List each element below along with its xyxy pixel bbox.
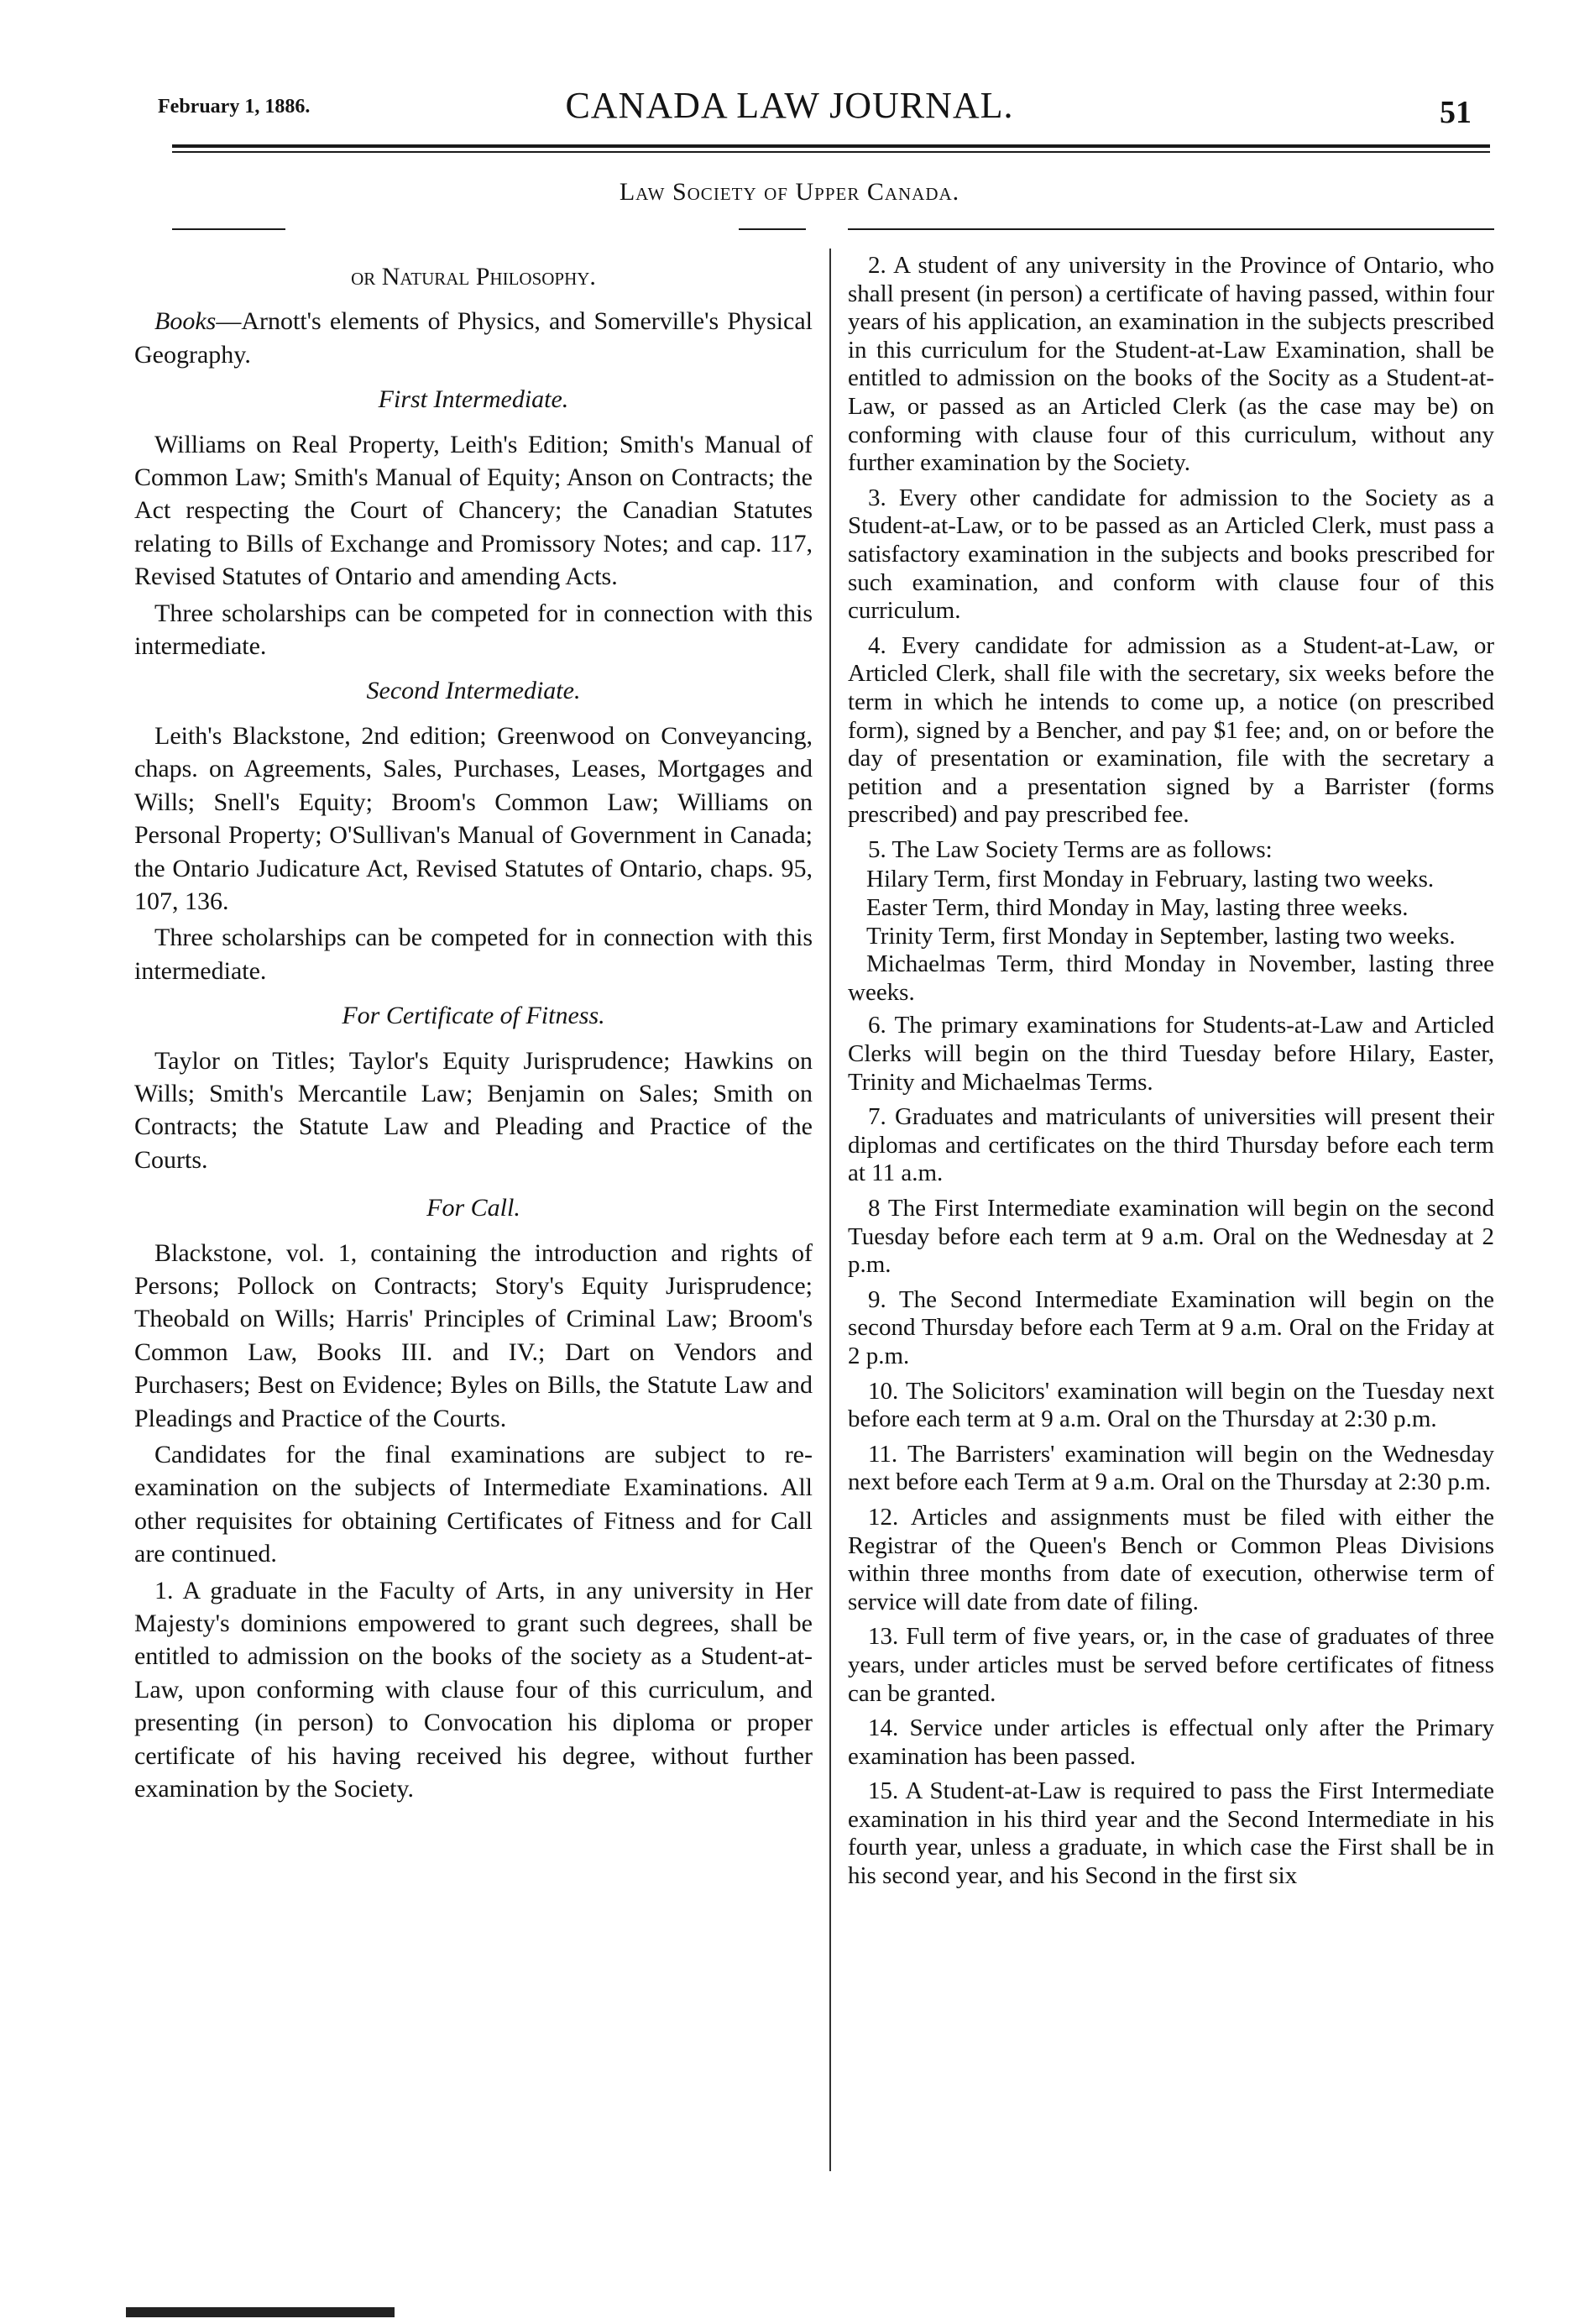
first-intermediate-books: Williams on Real Property, Leith's Edition; Smith's Manual of Common Law; Smith's Manual of Equity; Anson on Contracts; the Act respecting the Court of Chancery; the Canadian Statutes relating to Bills of Exchange and Promissory Notes; and cap. 117, Revised Statutes of Ontario and amending Acts. xyxy=(134,430,813,591)
journal-title: CANADA LAW JOURNAL. xyxy=(565,85,1014,126)
subheading-rule-left xyxy=(172,228,285,230)
first-intermediate-heading: First Intermediate. xyxy=(378,385,569,414)
issue-date: February 1, 1886. xyxy=(158,96,311,118)
subheading-rule-mid xyxy=(739,228,806,230)
rule-10-solicitors: 10. The Solicitors' examination will begin on the Tuesday next before each term at 9 a.m. Oral on the Thursday at 2:30 p.m. xyxy=(848,1377,1494,1433)
first-intermediate-scholarships: Three scholarships can be competed for in connection with this intermediate. xyxy=(134,599,813,661)
natural-philosophy-heading: or Natural Philosophy. xyxy=(351,263,596,290)
rule-5-terms-intro: 5. The Law Society Terms are as follows: xyxy=(868,835,1273,863)
natural-philosophy-books xyxy=(134,305,813,371)
rule-9-second-intermediate: 9. The Second Intermediate Examination will begin on the second Thursday before each Term at 9 a.m. Oral on the Friday at 2 p.m. xyxy=(848,1285,1494,1369)
rule-3-other-candidates: 3. Every other candidate for admission to the Society as a Student-at-Law, or to be passed as an Articled Clerk, must pass a satisfactory examination in the subjects and books prescribed for such examination, and conform with clause four of this curriculum. xyxy=(848,484,1494,625)
second-intermediate-books: Leith's Blackstone, 2nd edition; Greenwood on Conveyancing, chaps. on Agreements, Sales, Purchases, Leases, Mortgages and Wills; Snell's Equity; Broom's Common Law; Williams on Personal Property; O'Sullivan's Manual of Government in Canada; the Ontario Judicature Act, Revised Statutes of Ontario, chaps. 95, 107, 136. xyxy=(134,721,813,915)
rule-6-primary-examinations: 6. The primary examinations for Students-at-Law and Articled Clerks will begin on the third Tuesday before Hilary, Easter, Trinity and Michaelmas Terms. xyxy=(848,1012,1494,1096)
left-column xyxy=(134,252,813,1808)
final-examinations-note: Candidates for the final examinations are subject to re-examination on the subjects of Intermediate Examinations. All other requisites for obtaining Certificates of Fitness and for Call are continued. xyxy=(134,1441,813,1568)
certificate-of-fitness-heading: For Certificate of Fitness. xyxy=(342,1002,605,1030)
section-subheading: Law Society of Upper Canada. xyxy=(619,178,960,206)
books-label: Books xyxy=(154,307,217,336)
second-intermediate-scholarships: Three scholarships can be competed for in connection with this intermediate. xyxy=(134,924,813,985)
footer-rule xyxy=(126,2307,395,2317)
page-number: 51 xyxy=(1440,95,1472,130)
header-rule-thin xyxy=(172,151,1490,153)
rule-2-university-student: 2. A student of any university in the Province of Ontario, who shall present (in person) a certificate of having passed, within four years of his application, an examination in the subjects prescribed in this curriculum for the Student-at-Law Examination, shall be entitled to admission on the books of the Socity as a Student-at-Law, or passed as an Articled Clerk (as the case may be) on conforming with clause four of this curriculum, without any further examination by the Society. xyxy=(848,252,1494,477)
right-column xyxy=(848,252,1494,1897)
terms-list xyxy=(848,866,1494,1007)
header-rule-thick xyxy=(172,144,1490,148)
rule-7-graduates-diplomas: 7. Graduates and matriculants of universities will present their diplomas and certificates on the third Thursday before each term at 11 a.m. xyxy=(848,1103,1494,1187)
term-michaelmas: Michaelmas Term, third Monday in November, lasting three weeks. xyxy=(848,950,1494,1006)
rule-1-graduates: 1. A graduate in the Faculty of Arts, in any university in Her Majesty's dominions empowered to grant such degrees, shall be entitled to admission on the books of the society as a Student-at-Law, upon conforming with clause four of this curriculum, and presenting (in person) to Convocation his diploma or proper certificate of his having received his degree, without further examination by the Society. xyxy=(134,1576,813,1803)
books-text: —Arnott's elements of Physics, and Somerville's Physical Geography. xyxy=(134,307,813,369)
term-easter: Easter Term, third Monday in May, lasting three weeks. xyxy=(866,894,1409,922)
subheading-rule-right xyxy=(848,228,1494,230)
rule-13-full-term: 13. Full term of five years, or, in the case of graduates of three years, under articles must be served before certificates of fitness can be granted. xyxy=(848,1623,1494,1707)
rule-15-student-at-law: 15. A Student-at-Law is required to pass the First Intermediate examination in his third year and the Second Intermediate in his fourth year, unless a graduate, in which case the First shall be in his second year, and his Second in the first six xyxy=(848,1777,1494,1890)
rule-4-notice-and-fees: 4. Every candidate for admission as a Student-at-Law, or Articled Clerk, shall file with the secretary, six weeks before the term in which he intends to come up, a notice (on prescribed form), signed by a Bencher, and pay $1 fee; and, on or before the day of presentation or examination, file with the secretary a petition and a presentation signed by a Barrister (forms prescribed) and pay prescribed fee. xyxy=(848,631,1494,829)
term-hilary: Hilary Term, first Monday in February, lasting two weeks. xyxy=(866,866,1435,893)
term-trinity: Trinity Term, first Monday in September, lasting two weeks. xyxy=(866,922,1456,950)
certificate-of-fitness-books: Taylor on Titles; Taylor's Equity Jurisprudence; Hawkins on Wills; Smith's Mercantile Law; Benjamin on Sales; Smith on Contracts; the Statute Law and Pleading and Practice of the Courts. xyxy=(134,1046,813,1174)
rule-8-first-intermediate: 8 The First Intermediate examination will begin on the second Tuesday before each term at 9 a.m. Oral on the Wednesday at 2 p.m. xyxy=(848,1195,1494,1279)
rule-14-service: 14. Service under articles is effectual only after the Primary examination has been passed. xyxy=(848,1714,1494,1770)
column-divider xyxy=(829,249,831,2171)
rule-12-articles: 12. Articles and assignments must be filed with either the Registrar of the Queen's Bench or Common Pleas Divisions within three months from date of execution, otherwise term of service will date from date of filing. xyxy=(848,1503,1494,1615)
second-intermediate-heading: Second Intermediate. xyxy=(366,677,581,705)
for-call-heading: For Call. xyxy=(426,1194,520,1222)
rule-11-barristers: 11. The Barristers' examination will begin on the Wednesday next before each Term at 9 a.m. Oral on the Thursday at 2:30 p.m. xyxy=(848,1440,1494,1496)
for-call-books: Blackstone, vol. 1, containing the introduction and rights of Persons; Pollock on Contracts; Story's Equity Jurisprudence; Theobald on Wills; Harris' Principles of Criminal Law; Broom's Common Law, Books III. and IV.; Dart on Vendors and Purchasers; Best on Evidence; Byles on Bills, the Statute Law and Pleadings and Practice of the Courts. xyxy=(134,1238,813,1432)
